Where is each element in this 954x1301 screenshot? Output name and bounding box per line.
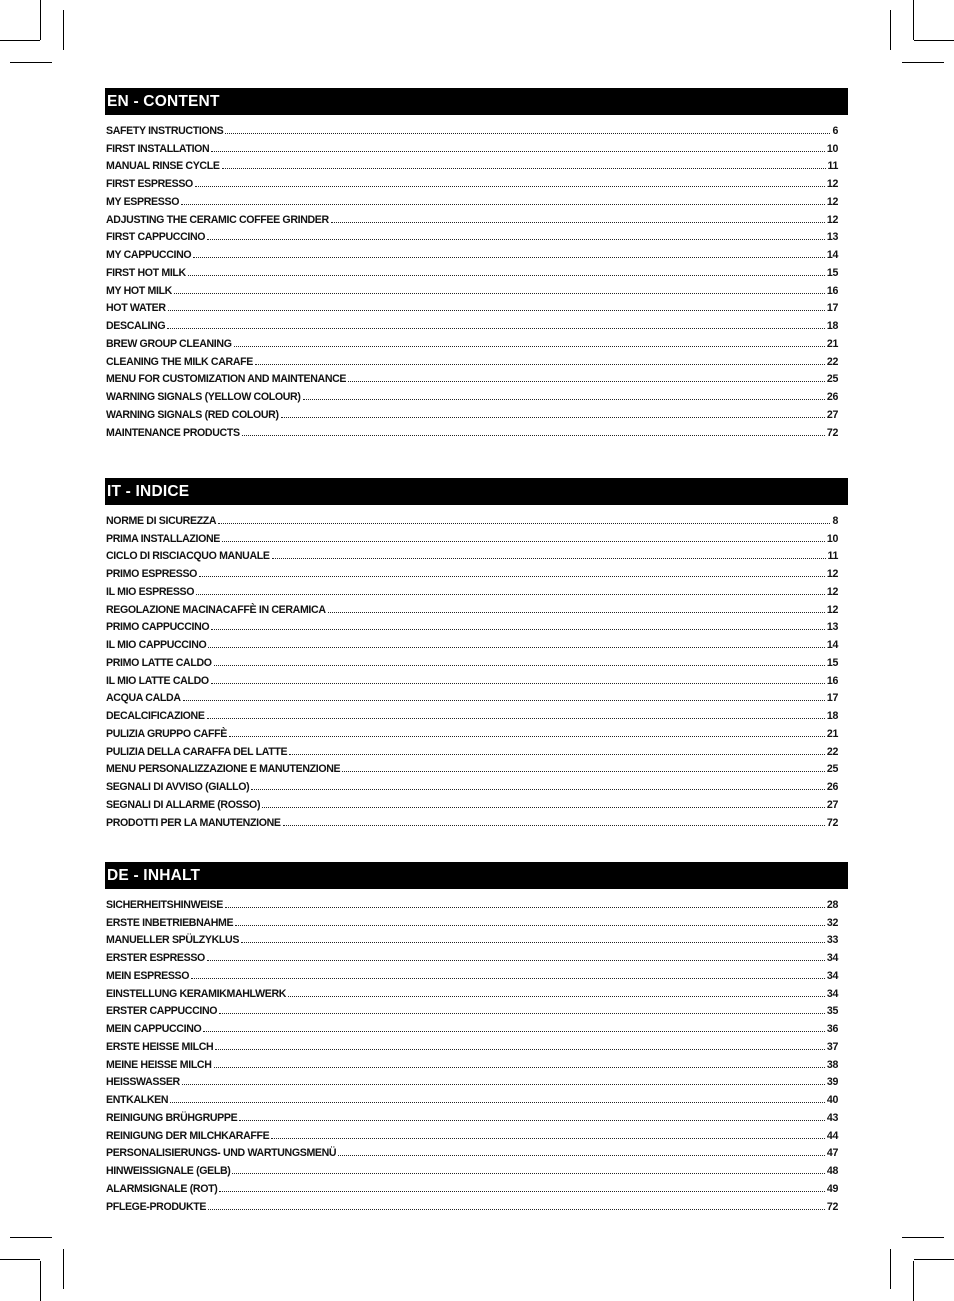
toc-entry[interactable] (105, 172, 848, 190)
toc-entry-title: MEIN CAPPUCCINO (106, 1023, 202, 1035)
dot-leader (348, 381, 825, 382)
toc-entry[interactable] (105, 1035, 848, 1053)
toc-entry[interactable] (105, 1159, 848, 1177)
toc-entry-page: 12 (826, 585, 838, 598)
toc-entry-title: MEINE HEISSE MILCH (106, 1058, 212, 1071)
toc-entry-title: MANUELLER SPÜLZYKLUS (106, 934, 240, 947)
section-header: IT - INDICE (105, 478, 848, 505)
toc-entry-page: 72 (826, 1200, 838, 1213)
section-header: DE - INHALT (105, 862, 848, 889)
crop-mark (40, 1261, 41, 1301)
dot-leader (289, 754, 825, 755)
toc-entry[interactable] (105, 226, 848, 244)
dot-leader (241, 942, 825, 943)
toc-entry-title: FIRST HOT MILK (106, 266, 186, 279)
dot-leader (338, 1155, 825, 1156)
toc-entry[interactable] (105, 1000, 848, 1018)
toc-entry[interactable] (105, 1053, 848, 1071)
crop-mark (63, 10, 64, 50)
toc-entry-page: 48 (826, 1165, 838, 1177)
toc-section-en (105, 88, 848, 439)
toc-entry-page: 34 (826, 969, 838, 982)
dot-leader (183, 700, 825, 701)
toc-entry[interactable] (105, 893, 848, 911)
toc-entry[interactable] (105, 669, 848, 687)
toc-entry[interactable] (105, 1124, 848, 1142)
crop-mark (914, 1259, 954, 1260)
dot-leader (195, 186, 825, 187)
toc-entry-page: 10 (826, 532, 838, 545)
toc-entry-title: FIRST ESPRESSO (106, 178, 193, 190)
dot-leader (182, 1084, 825, 1085)
toc-entry-page: 13 (826, 231, 838, 244)
toc-entry[interactable] (105, 421, 848, 439)
dot-leader (211, 629, 825, 630)
toc-entry-title: DECALCIFICAZIONE (106, 710, 205, 722)
toc-entry-page: 27 (826, 798, 838, 811)
toc-entry[interactable] (105, 1088, 848, 1106)
toc-entry-title: SAFETY INSTRUCTIONS (106, 124, 224, 137)
toc-entry-page: 16 (826, 284, 838, 297)
toc-entry-page: 37 (826, 1040, 838, 1053)
toc-entry[interactable] (105, 758, 848, 776)
dot-leader (331, 222, 825, 223)
toc-entry[interactable] (105, 190, 848, 208)
toc-entry[interactable] (105, 598, 848, 616)
toc-entry[interactable] (105, 1071, 848, 1089)
toc-entry[interactable] (105, 1177, 848, 1195)
toc-entry[interactable] (105, 929, 848, 947)
toc-entry[interactable] (105, 279, 848, 297)
dot-leader (208, 1209, 825, 1210)
toc-entry-page: 34 (826, 987, 838, 1000)
toc-entry-title: HINWEISSIGNALE (GELB) (106, 1165, 231, 1177)
toc-entry-title: CLEANING THE MILK CARAFE (106, 355, 253, 368)
toc-entry[interactable] (105, 509, 848, 527)
dot-leader (234, 346, 825, 347)
dot-leader (262, 807, 825, 808)
toc-entry[interactable] (105, 982, 848, 1000)
toc-entry[interactable] (105, 775, 848, 793)
toc-entry-title: IL MIO ESPRESSO (106, 585, 195, 598)
crop-mark (913, 1261, 914, 1301)
toc-entry-title: HOT WATER (106, 302, 166, 315)
toc-entry-page: 14 (826, 249, 838, 261)
toc-entry-title: PULIZIA GRUPPO CAFFÈ (106, 727, 227, 740)
toc-entry-page: 10 (826, 142, 838, 155)
toc-entry-title: EINSTELLUNG KERAMIKMAHLWERK (106, 987, 287, 1000)
toc-section-it (105, 478, 848, 829)
toc-entry[interactable] (105, 137, 848, 155)
crop-mark (913, 0, 914, 40)
toc-entry-page: 21 (826, 337, 838, 350)
toc-entry-title: MY ESPRESSO (106, 195, 180, 208)
toc-entry[interactable] (105, 687, 848, 705)
crop-mark (0, 1259, 40, 1260)
toc-entry-title: PULIZIA DELLA CARAFFA DEL LATTE (106, 745, 288, 758)
toc-entry-page: 33 (826, 934, 838, 947)
toc-entry-title: PFLEGE-PRODUKTE (106, 1200, 207, 1213)
toc-entry-page: 12 (826, 213, 838, 226)
toc-entry-title: PRIMO LATTE CALDO (106, 656, 212, 669)
toc-entry[interactable] (105, 793, 848, 811)
toc-entry-title: ERSTE HEISSE MILCH (106, 1040, 214, 1053)
toc-entry-title: MY HOT MILK (106, 284, 172, 297)
crop-mark (0, 40, 40, 41)
toc-entry-page: 18 (826, 710, 838, 722)
toc-entry-page: 38 (826, 1058, 838, 1071)
dot-leader (255, 364, 825, 365)
toc-entry-title: ACQUA CALDA (106, 692, 181, 705)
dot-leader (207, 960, 825, 961)
toc-entry[interactable] (105, 562, 848, 580)
dot-leader (188, 275, 825, 276)
crop-mark (914, 40, 954, 41)
toc-entry-title: REINIGUNG BRÜHGRUPPE (106, 1111, 238, 1124)
toc-entry-page: 21 (826, 727, 838, 740)
toc-entry-title: MEIN ESPRESSO (106, 969, 190, 982)
crop-mark (890, 1249, 891, 1289)
toc-entry[interactable] (105, 580, 848, 598)
toc-entry-title: NORME DI SICUREZZA (106, 514, 217, 527)
dot-leader (215, 1049, 825, 1050)
toc-entry-title: PRODOTTI PER LA MANUTENZIONE (106, 816, 281, 829)
toc-entry-title: HEISSWASSER (106, 1076, 180, 1089)
toc-entry-page: 12 (826, 178, 838, 190)
toc-entry[interactable] (105, 946, 848, 964)
toc-entry[interactable] (105, 155, 848, 173)
toc-entry[interactable] (105, 616, 848, 634)
toc-entry-title: SICHERHEITSHINWEISE (106, 898, 223, 911)
toc-entry[interactable] (105, 1017, 848, 1035)
toc-entry[interactable] (105, 243, 848, 261)
toc-entry[interactable] (105, 1195, 848, 1213)
toc-entry-title: PRIMO CAPPUCCINO (106, 621, 210, 634)
toc-entry-title: MENU FOR CUSTOMIZATION AND MAINTENANCE (106, 373, 347, 386)
dot-leader (288, 996, 825, 997)
toc-entry-page: 14 (826, 639, 838, 651)
dot-leader (214, 665, 825, 666)
toc-entry-title: DESCALING (106, 320, 166, 332)
toc-entry[interactable] (105, 332, 848, 350)
dot-leader (168, 310, 825, 311)
toc-entry-page: 26 (826, 781, 838, 793)
toc-entry-page: 44 (826, 1129, 838, 1142)
toc-entry-page: 16 (826, 674, 838, 687)
dot-leader (191, 978, 825, 979)
toc-entry-page: 22 (826, 355, 838, 368)
toc-entry-page: 12 (826, 603, 838, 616)
crop-mark (10, 62, 52, 63)
toc-entry[interactable] (105, 403, 848, 421)
toc-entry-title: IL MIO CAPPUCCINO (106, 639, 207, 651)
toc-entry[interactable] (105, 350, 848, 368)
toc-entry-title: MY CAPPUCCINO (106, 249, 192, 261)
toc-entry-page: 34 (826, 952, 838, 964)
toc-entry-page: 8 (832, 514, 838, 527)
toc-entry-page: 72 (826, 426, 838, 439)
crop-mark (902, 1237, 944, 1238)
dot-leader (211, 683, 825, 684)
toc-entry-page: 12 (826, 195, 838, 208)
toc-entry[interactable] (105, 722, 848, 740)
dot-leader (208, 647, 825, 648)
toc-entry-title: ALARMSIGNALE (ROT) (106, 1182, 218, 1195)
toc-entry[interactable] (105, 811, 848, 829)
dot-leader (251, 789, 825, 790)
toc-entry[interactable] (105, 368, 848, 386)
toc-entry[interactable] (105, 633, 848, 651)
toc-entry[interactable] (105, 545, 848, 563)
toc-entry[interactable] (105, 1106, 848, 1124)
toc-entry-title: SEGNALI DI ALLARME (ROSSO) (106, 798, 261, 811)
crop-mark (902, 62, 944, 63)
toc-entry-page: 47 (826, 1147, 838, 1160)
toc-entry-page: 11 (827, 550, 838, 563)
dot-leader (328, 612, 825, 613)
toc-entry-page: 15 (826, 266, 838, 279)
toc-entry-title: MENU PERSONALIZZAZIONE E MANUTENZIONE (106, 763, 341, 776)
toc-entry[interactable] (105, 314, 848, 332)
dot-leader (207, 718, 825, 719)
dot-leader (342, 771, 825, 772)
toc-entry-title: IL MIO LATTE CALDO (106, 674, 209, 687)
dot-leader (181, 204, 825, 205)
toc-entry-title: BREW GROUP CLEANING (106, 337, 232, 350)
toc-entry-title: ERSTER ESPRESSO (106, 952, 205, 964)
dot-leader (196, 594, 825, 595)
dot-leader (235, 925, 825, 926)
toc-list (105, 119, 848, 439)
toc-entry[interactable] (105, 119, 848, 137)
toc-entry-page: 17 (826, 692, 838, 705)
toc-entry-page: 22 (826, 745, 838, 758)
toc-entry[interactable] (105, 740, 848, 758)
toc-entry-page: 43 (826, 1111, 838, 1124)
toc-entry[interactable] (105, 911, 848, 929)
dot-leader (225, 133, 830, 134)
dot-leader (218, 523, 830, 524)
dot-leader (229, 736, 825, 737)
toc-entry-title: FIRST INSTALLATION (106, 142, 210, 155)
toc-entry-page: 12 (826, 568, 838, 580)
dot-leader (283, 825, 825, 826)
dot-leader (271, 1138, 825, 1139)
dot-leader (242, 435, 825, 436)
toc-entry-page: 6 (832, 124, 838, 137)
toc-entry-title: ERSTE INBETRIEBNAHME (106, 916, 234, 929)
toc-entry-page: 17 (826, 302, 838, 315)
dot-leader (281, 417, 825, 418)
toc-entry-title: WARNING SIGNALS (RED COLOUR) (106, 408, 279, 421)
toc-entry-page: 18 (826, 320, 838, 332)
section-header: EN - CONTENT (105, 88, 848, 115)
toc-entry-page: 32 (826, 916, 838, 929)
toc-entry-page: 26 (826, 391, 838, 403)
toc-entry[interactable] (105, 964, 848, 982)
dot-leader (167, 328, 825, 329)
toc-entry-title: ENTKALKEN (106, 1094, 169, 1106)
toc-entry-title: PRIMO ESPRESSO (106, 568, 198, 580)
crop-mark (10, 1237, 52, 1238)
crop-mark (40, 0, 41, 40)
dot-leader (207, 239, 825, 240)
toc-entry-page: 15 (826, 656, 838, 669)
toc-entry-page: 13 (826, 621, 838, 634)
dot-leader (170, 1102, 825, 1103)
toc-entry-title: ERSTER CAPPUCCINO (106, 1005, 218, 1018)
dot-leader (211, 151, 825, 152)
dot-leader (203, 1031, 825, 1032)
toc-entry-title: ADJUSTING THE CERAMIC COFFEE GRINDER (106, 213, 329, 226)
toc-entry[interactable] (105, 385, 848, 403)
dot-leader (193, 257, 825, 258)
toc-entry-page: 39 (826, 1076, 838, 1089)
toc-entry[interactable] (105, 297, 848, 315)
toc-list (105, 893, 848, 1213)
crop-mark (890, 10, 891, 50)
dot-leader (199, 576, 825, 577)
toc-entry-title: MAINTENANCE PRODUCTS (106, 426, 240, 439)
toc-entry-page: 25 (826, 763, 838, 776)
toc-entry-page: 27 (826, 408, 838, 421)
toc-entry-title: MANUAL RINSE CYCLE (106, 160, 220, 173)
toc-entry[interactable] (105, 208, 848, 226)
toc-entry-title: PRIMA INSTALLAZIONE (106, 532, 220, 545)
toc-entry[interactable] (105, 704, 848, 722)
dot-leader (222, 541, 825, 542)
toc-section-de (105, 862, 848, 1213)
dot-leader (219, 1191, 825, 1192)
dot-leader (174, 293, 825, 294)
toc-entry-title: WARNING SIGNALS (YELLOW COLOUR) (106, 391, 301, 403)
toc-entry[interactable] (105, 651, 848, 669)
dot-leader (225, 907, 825, 908)
dot-leader (222, 168, 826, 169)
toc-entry-title: CICLO DI RISCIACQUO MANUALE (106, 550, 270, 563)
toc-entry-page: 72 (826, 816, 838, 829)
toc-entry-title: FIRST CAPPUCCINO (106, 231, 206, 244)
toc-entry-page: 49 (826, 1182, 838, 1195)
toc-entry-title: SEGNALI DI AVVISO (GIALLO) (106, 781, 250, 793)
dot-leader (232, 1173, 824, 1174)
toc-entry[interactable] (105, 527, 848, 545)
toc-entry-page: 40 (826, 1094, 838, 1106)
toc-entry-page: 35 (826, 1005, 838, 1018)
toc-entry-title: REINIGUNG DER MILCHKARAFFE (106, 1129, 270, 1142)
toc-entry-page: 25 (826, 373, 838, 386)
dot-leader (219, 1013, 825, 1014)
toc-entry-title: PERSONALISIERUNGS- UND WARTUNGSMENÜ (106, 1147, 337, 1160)
toc-entry-title: REGOLAZIONE MACINACAFFÈ IN CERAMICA (106, 603, 326, 616)
toc-entry-page: 11 (827, 160, 838, 173)
toc-entry[interactable] (105, 261, 848, 279)
toc-list (105, 509, 848, 829)
dot-leader (303, 399, 825, 400)
dot-leader (272, 558, 826, 559)
toc-entry[interactable] (105, 1142, 848, 1160)
toc-entry-page: 36 (826, 1023, 838, 1035)
dot-leader (214, 1067, 825, 1068)
toc-entry-page: 28 (826, 898, 838, 911)
crop-mark (63, 1249, 64, 1289)
dot-leader (239, 1120, 825, 1121)
